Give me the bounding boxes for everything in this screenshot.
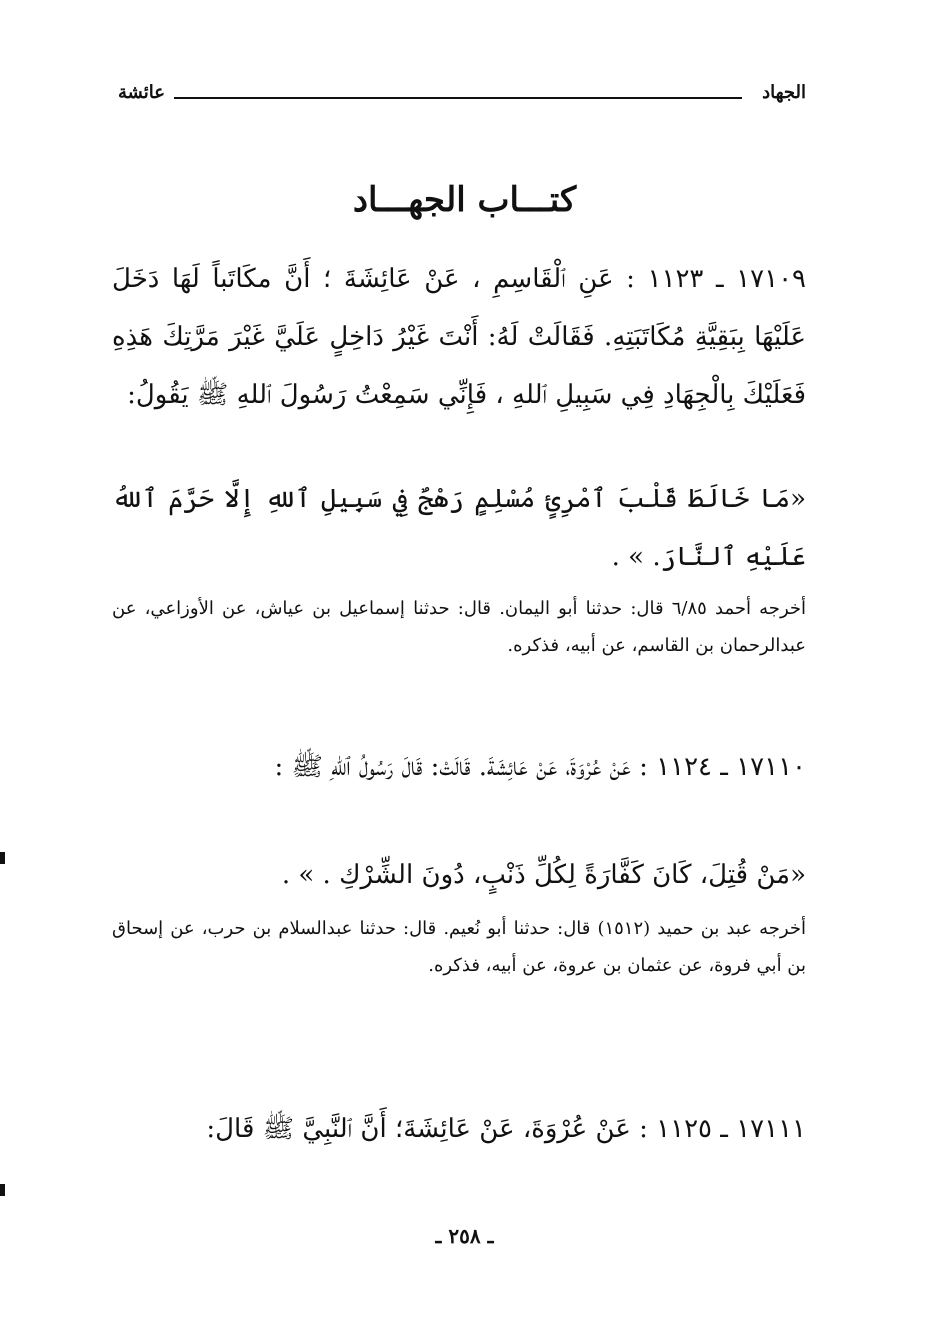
header-rule [174, 97, 742, 99]
running-header [118, 82, 806, 112]
scan-margin-mark [0, 852, 5, 864]
hadith-17109-quote: «مَا خَالَطَ قَلْبَ ٱمْرِئٍ مُسْلِمٍ رَهْجٌ فِي سَبِيلِ ٱللهِ إِلَّا حَرَّمَ ٱللهُ عَلَيْهِ ٱلنَّارَ. » . [112, 484, 806, 572]
chapter-title: كتـــاب الجهـــاد [352, 180, 577, 220]
page-number: ـ ٢٥٨ ـ [435, 1224, 494, 1248]
hadith-17111-text: ١٧١١١ ـ ١١٢٥ : عَنْ عُرْوَةَ، عَنْ عَائِشَةَ؛ أَنَّ ٱلنَّبِيَّ ﷺ قَالَ: [206, 1114, 806, 1144]
hadith-17109-takhrij: أخرجه أحمد ٦/٨٥ قال: حدثنا أبو اليمان. قال: حدثنا إسماعيل بن عياش، عن الأوزاعي، عن عبدالرحمان بن القاسم، عن أبيه، فذكره. [112, 598, 806, 656]
header-section-title: الجهاد [762, 82, 806, 103]
hadith-17110-text: ١٧١١٠ ـ ١١٢٤ : عَنْ عُرْوَةَ، عَنْ عَائِشَةَ. قَالَتْ: قَالَ رَسُولُ ٱللهِ ﷺ : [274, 752, 806, 782]
hadith-17110-takhrij: أخرجه عبد بن حميد (١٥١٢) قال: حدثنا أبو نُعيم. قال: حدثنا عبدالسلام بن حرب، عن إسحاق بن أبي فروة، عن عثمان بن عروة، عن أبيه، فذكره. [112, 918, 806, 976]
hadith-17110-quote: «مَنْ قُتِلَ، كَانَ كَفَّارَةً لِكُلِّ ذَنْبٍ، دُونَ الشِّرْكِ . » . [281, 860, 806, 890]
hadith-17109-text: ١٧١٠٩ ـ ١١٢٣ : عَنِ ٱلْقَاسِمِ ، عَنْ عَائِشَةَ ؛ أَنَّ مكَاتَباً لَهَا دَخَلَ عَلَيْهَا بِبَقِيَّةِ مُكَاتَبَتِهِ. فَقَالَتْ لَهُ: أَنْتَ غَيْرُ دَاخِلٍ عَلَيَّ غَيْرَ مَرَّتِكَ هَذِهِ فَعَلَيْكَ بِالْجِهَادِ فِي سَبِيلِ ٱللهِ ، فَإِنِّي سَمِعْتُ رَسُولَ ٱللهِ ﷺ يَقُولُ: [112, 264, 806, 410]
header-narrator: عائشة [118, 82, 165, 103]
scan-margin-mark [0, 1184, 5, 1196]
